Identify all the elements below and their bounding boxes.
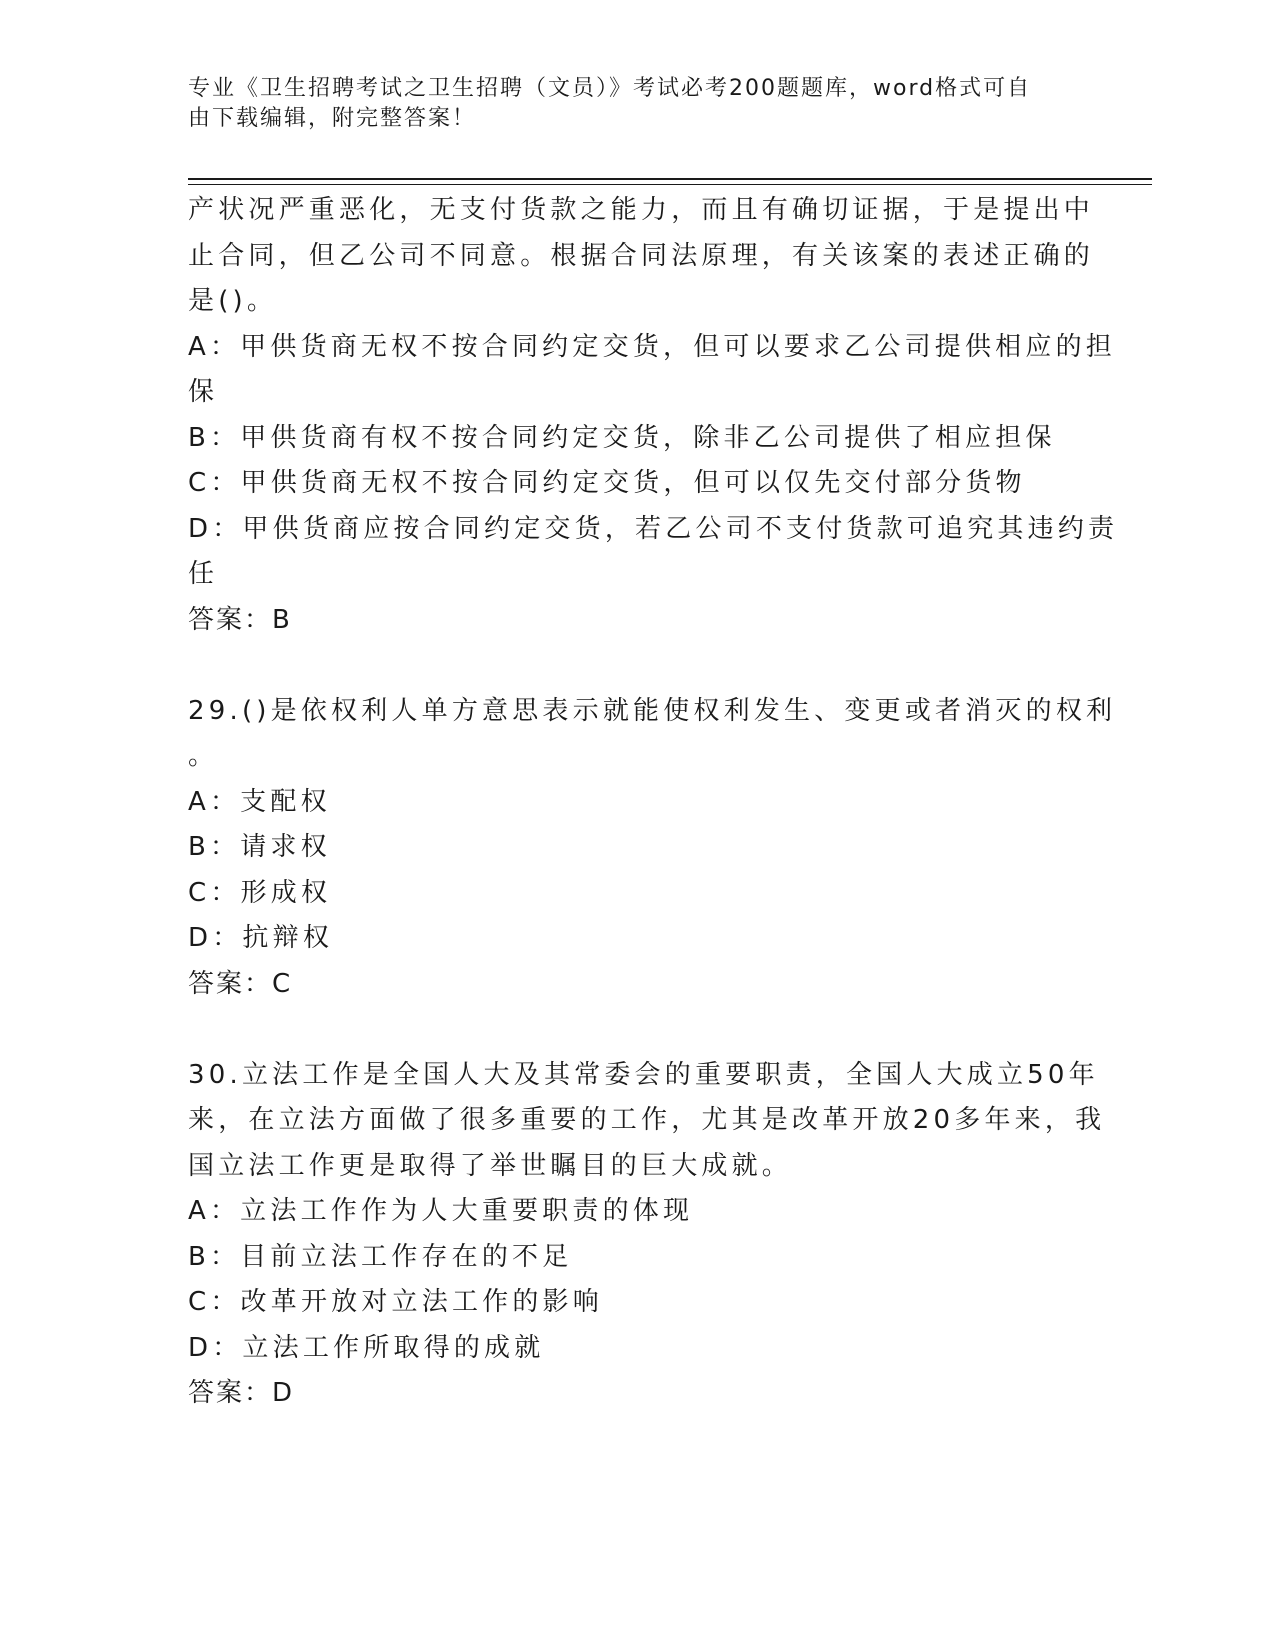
option-d: D：立法工作所取得的成就 [188,1332,545,1363]
question-stem-line: 止合同，但乙公司不同意。根据合同法原理，有关该案的表述正确的 [188,240,1095,271]
question-29 [188,689,1117,1008]
question-list [188,188,1119,1417]
option-a: A：支配权 [188,786,331,817]
header-divider-thick [188,178,1152,180]
option-c: C：甲供货商无权不按合同约定交货，但可以仅先交付部分货物 [188,468,1026,498]
option-d-continued: 任 [188,559,219,589]
question-spacer [188,643,1088,689]
question-stem-line: 来，在立法方面做了很多重要的工作，尤其是改革开放20多年来，我 [188,1105,1106,1135]
question-spacer [188,1007,1088,1053]
option-b: B：请求权 [188,832,331,862]
answer-label: 答案：B [188,604,292,635]
question-stem-line: 产状况严重恶化，无支付货款之能力，而且有确切证据，于是提出中 [188,195,1095,225]
option-a: A：甲供货商无权不按合同约定交货，但可以要求乙公司提供相应的担 [188,331,1116,362]
option-c: C：改革开放对立法工作的影响 [188,1287,603,1317]
option-a-continued: 保 [188,377,219,407]
answer-label: 答案：D [188,1378,295,1408]
header-divider-thin [188,184,1152,185]
question-stem-line: 30.立法工作是全国人大及其常委会的重要职责，全国人大成立50年 [188,1059,1099,1090]
option-c: C：形成权 [188,877,332,908]
question-stem-line: 。 [188,741,219,771]
option-b: B：甲供货商有权不按合同约定交货，除非乙公司提供了相应担保 [188,422,1056,453]
answer-label: 答案：C [188,968,293,999]
option-d: D：甲供货商应按合同约定交货，若乙公司不支付货款可追究其违约责 [188,513,1119,544]
header-title-line-2: 由下载编辑，附完整答案！ [188,106,477,131]
question-30 [188,1053,1106,1417]
option-d: D：抗辩权 [188,923,334,953]
option-a: A：立法工作作为人大重要职责的体现 [188,1196,694,1226]
question-stem-line: 29.()是依权利人单方意思表示就能使权利发生、变更或者消灭的权利 [188,695,1117,726]
option-b: B：目前立法工作存在的不足 [188,1241,573,1272]
header-title-line-1: 专业《卫生招聘考试之卫生招聘（文员）》考试必考200题题库，word格式可自 [188,76,1032,101]
page-header [188,74,1068,134]
question-28 [188,188,1119,643]
question-stem-line: 国立法工作更是取得了举世瞩目的巨大成就。 [188,1150,793,1181]
question-stem-line: 是()。 [188,286,278,316]
